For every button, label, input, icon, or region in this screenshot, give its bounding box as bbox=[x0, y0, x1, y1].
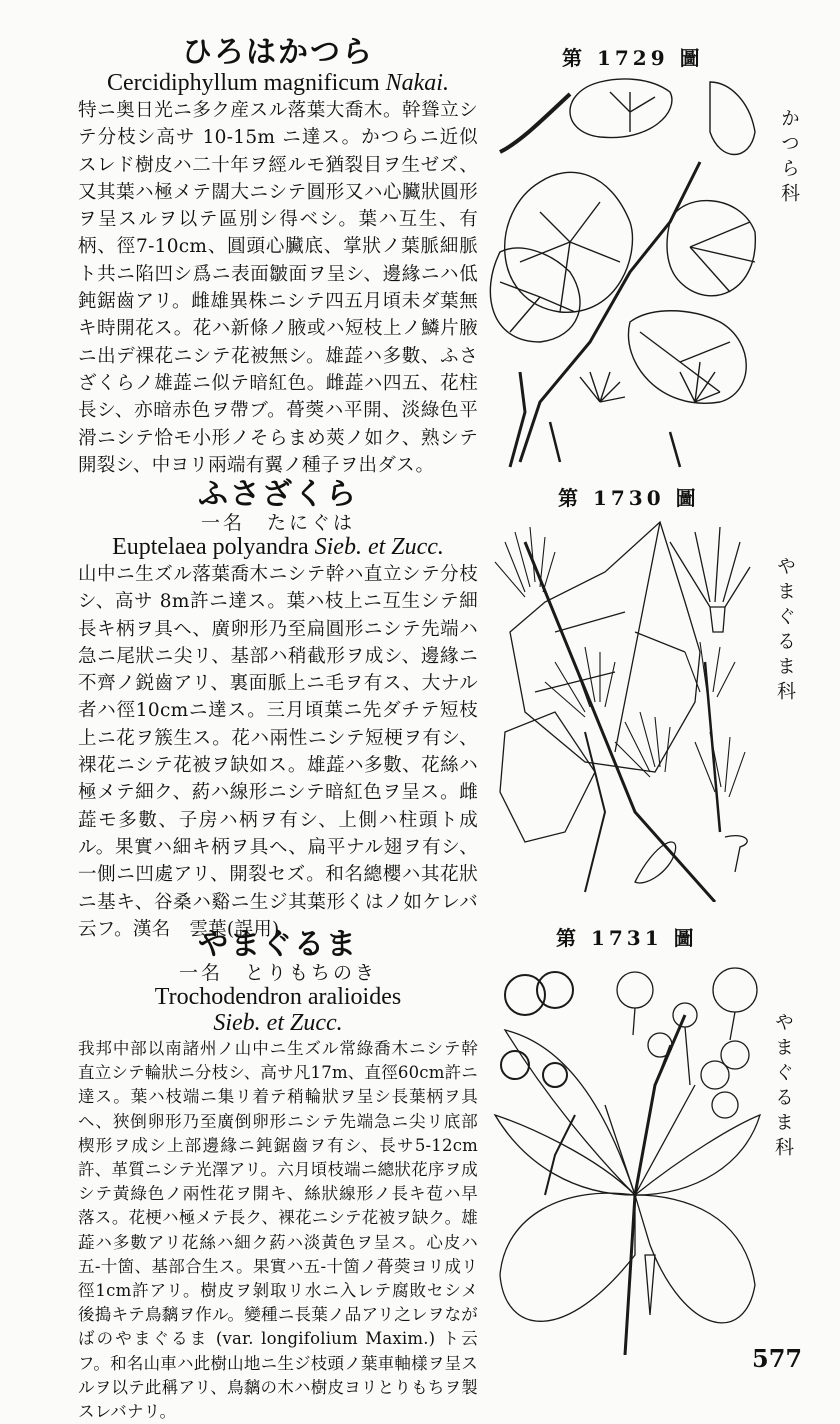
botanical-illustration-1730 bbox=[485, 512, 765, 902]
botanical-illustration-1731 bbox=[485, 955, 765, 1355]
family-label-1731: やまぐるま科 bbox=[772, 1012, 794, 1162]
description: 山中ニ生ズル落葉喬木ニシテ幹ハ直立シテ分枝シ、高サ 8m許ニ達ス。葉ハ枝上ニ互生シテ細長キ柄ヲ具ヘ、廣卵形乃至扁圓形ニシテ先端ハ急ニ尾狀ニ尖リ、基部ハ稍截形ヲ成シ、邊緣ニ不齊ノ鋭齒アリ、裏面脈上ニ毛ヲ有ス、大ナル者ハ徑10cmニ達ス。三月頃葉ニ先ダチテ短枝上ニ花ヲ簇生ス。花ハ兩性ニシテ短梗ヲ有シ、裸花ニシテ花被ヲ缺如ス。雄蕋ハ多數、花絲ハ極メテ細ク、葯ハ線形ニシテ暗紅色ヲ呈ス。雌蕋モ多數、子房ハ柄ヲ有シ、上側ハ柱頭ト成ル。果實ハ細キ柄ヲ具ヘ、扁平ナル翅ヲ有シ、一側ニ凹處アリ、開裂セズ。和名總櫻ハ其花狀ニ基キ、谷桑ハ谿ニ生ジ其葉形くはノ如ケレバ云フ。漢名 雲葉(誤用) bbox=[78, 564, 478, 940]
entry-1731 bbox=[78, 928, 478, 1424]
description: 我邦中部以南諸州ノ山中ニ生ズル常綠喬木ニシテ幹直立シテ輪狀ニ分枝シ、高サ凡17m、直徑60cm許ニ達ス。葉ハ枝端ニ集リ着テ稍輪狀ヲ呈シ長葉柄ヲ具ヘ、狹倒卵形乃至廣倒卵形ニシテ先端急ニ尖リ底部楔形ヲ成シ上部邊緣ニ鈍鋸齒ヲ有シ、長サ5-12cm許、革質ニシテ光澤アリ。六月頃枝端ニ總狀花序ヲ成シテ黃綠色ノ兩性花ヲ開キ、絲狀線形ノ長キ苞ハ早落ス。花梗ハ極メテ長ク、裸花ニシテ花被ヲ缺ク。雄蕋ハ多數アリ花絲ハ細ク葯ハ淡黃色ヲ呈ス。心皮ハ五-十箇、基部合生ス。果實ハ五-十箇ノ蓇葖ヨリ成リ徑1cm許アリ。樹皮ヲ剝取リ水ニ入レテ腐敗セシメ後搗キテ鳥黐ヲ作ル。變種ニ長葉ノ品アリ之レヲながばのやまぐるま (var. longifolium Maxim.) ト云フ。和名山車ハ此樹山地ニ生ジ枝頭ノ葉車軸樣ヲ呈スルヲ以テ此稱アリ、鳥黐の木ハ樹皮ヨリとりもちヲ製スレバナリ。 bbox=[78, 1039, 478, 1422]
japanese-name: ふさざくら bbox=[198, 477, 358, 512]
japanese-name: ひろはかつら bbox=[182, 35, 374, 70]
figure-number-1730: 第 1730 圖 bbox=[558, 486, 700, 510]
entry-1730 bbox=[78, 478, 478, 943]
botanical-illustration-1729 bbox=[480, 72, 760, 472]
alias-name: 一名 とりもちのき bbox=[178, 962, 377, 984]
scientific-name: Trochodendron aralioides bbox=[154, 984, 402, 1010]
entry-1729 bbox=[78, 36, 478, 479]
page-number: 577 bbox=[752, 1344, 803, 1373]
figure-number-1729: 第 1729 圖 bbox=[562, 46, 704, 70]
author: Nakai. bbox=[385, 70, 449, 96]
family-label-1729: かつら科 bbox=[778, 108, 800, 208]
author: Sieb. et Zucc. bbox=[314, 534, 444, 560]
description: 特ニ奥日光ニ多ク産スル落葉大喬木。幹聳立シテ分枝シ高サ 10-15m ニ達ス。かつらニ近似スレド樹皮ハ二十年ヲ經ルモ猶裂目ヲ生ゼズ、又其葉ハ極メテ闊大ニシテ圓形又ハ心臟狀圓形ヲ呈スルヲ以テ區別シ得ベシ。葉ハ互生、有柄、徑7-10cm、圓頭心臟底、掌狀ノ葉脈細脈ト共ニ陷凹シ爲ニ表面皺面ヲ呈シ、邊緣ニハ低鈍鋸齒アリ。雌雄異株ニシテ四五月頃未ダ葉無キ時開花ス。花ハ新條ノ腋或ハ短枝上ノ鱗片腋ニ出デ裸花ニシテ花被無シ。雄蕋ハ多數、ふさざくらノ雄蕋ニ似テ暗紅色。雌蕋ハ四五、花柱長シ、亦暗赤色ヲ帶ブ。蓇葖ハ平開、淡綠色平滑ニシテ恰モ小形ノそらまめ莢ノ如ク、熟シテ開裂シ、中ヨリ兩端有翼ノ種子ヲ出ダス。 bbox=[78, 100, 478, 476]
family-label-1730: やまぐるま科 bbox=[774, 556, 796, 706]
scientific-name: Euptelaea polyandra Sieb. et Zucc. bbox=[112, 534, 444, 560]
figure-number-1731: 第 1731 圖 bbox=[556, 926, 698, 950]
author: Sieb. et Zucc. bbox=[213, 1010, 343, 1036]
japanese-name: やまぐるま bbox=[198, 927, 358, 962]
scientific-name: Cercidiphyllum magnificum Nakai. bbox=[107, 70, 449, 96]
alias-name: 一名 たにぐは bbox=[200, 512, 355, 534]
